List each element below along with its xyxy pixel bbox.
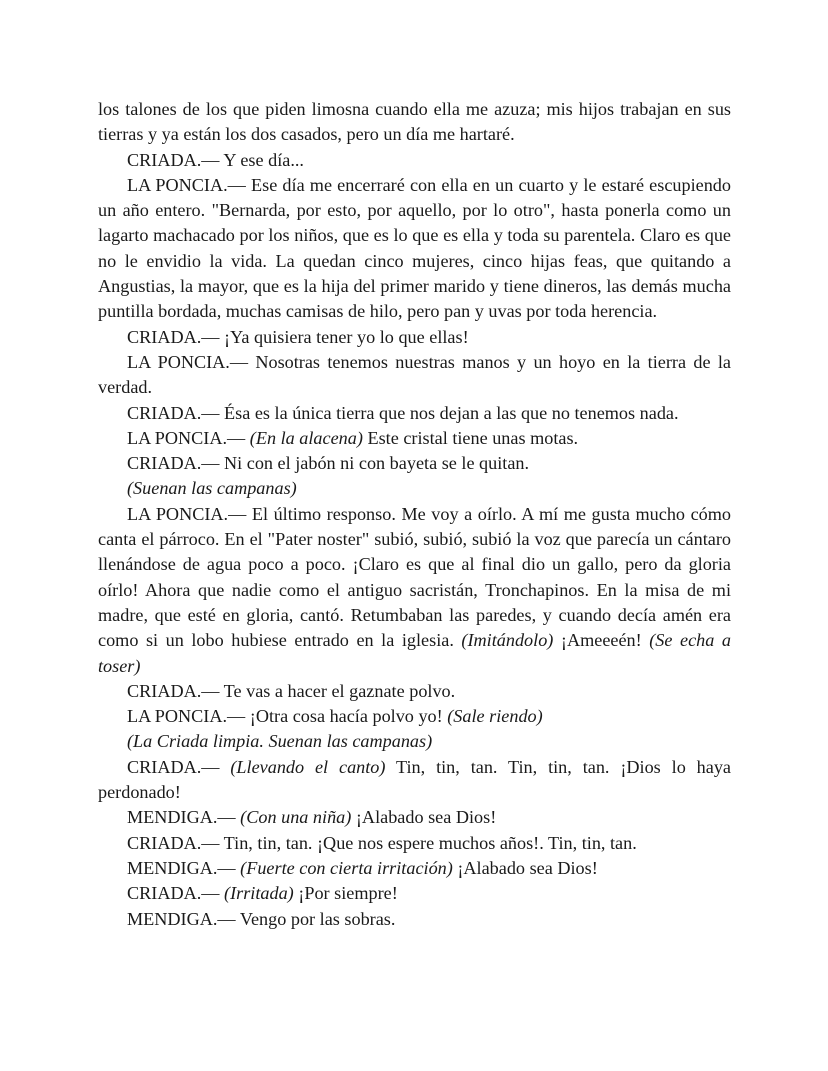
dialogue-line xyxy=(98,755,731,806)
dialogue-line xyxy=(98,401,731,426)
text: El último responso. Me voy a oírlo. A mí me gusta mucho cómo canta el párroco. En el "Pater noster" subió, subió, subió la voz que parecía un cántaro llenándose de agua poco a poco. ¡Claro es que al final dio un gallo, pero da gloria oírlo! Ahora que nadie como el antiguo sacristán, Tronchapinos. En la misa de mi madre, que esté en gloria, cantó. Retumbaban las paredes, y cuando decía amén era como si un lobo hubiese entrado en la iglesia. xyxy=(98,503,731,651)
paragraph-continuation xyxy=(98,97,731,148)
text xyxy=(219,757,230,777)
stage-direction: (Llevando el canto) xyxy=(230,756,386,777)
dialogue-line xyxy=(98,325,731,350)
speaker-name: CRIADA.— xyxy=(127,453,220,474)
dialogue-line xyxy=(98,831,731,856)
speaker-name: CRIADA.— xyxy=(127,149,220,170)
dialogue-line xyxy=(98,805,731,830)
document-page xyxy=(98,97,731,932)
text: ¡Ameeeén! xyxy=(553,630,650,651)
speaker-name: CRIADA.— xyxy=(127,883,220,904)
stage-direction: (En la alacena) xyxy=(249,427,363,448)
speaker-name: CRIADA.— xyxy=(127,326,220,347)
text: ¡Otra cosa hacía polvo yo! xyxy=(245,706,448,727)
stage-direction: (Se echa a toser) xyxy=(98,630,732,676)
stage-direction-line xyxy=(98,729,731,754)
speaker-name: LA PONCIA.— xyxy=(127,427,246,448)
text: Tin, tin, tan. Tin, tin, tan. ¡Dios lo haya perdonado! xyxy=(98,756,732,803)
speaker-name: LA PONCIA.— xyxy=(127,174,246,195)
dialogue-line xyxy=(98,856,731,881)
text: Este cristal tiene unas motas. xyxy=(362,427,579,448)
text: Ese día me encerraré con ella en un cuarto y le estaré escupiendo un año entero. "Bernarda, por esto, por aquello, por lo otro", hasta ponerla como un lagarto machacado por los niños, que es lo que es ella y toda su parentela. Claro es que no le envidio la vida. La quedan cinco mujeres, cinco hijas feas, que quitando a Angustias, la mayor, que es la hija del primer marido y tiene dineros, las demás mucha puntilla bordada, muchas camisas de hilo, pero pan y uvas por toda herencia. xyxy=(98,174,731,322)
text: Nosotras tenemos nuestras manos y un hoyo en la tierra de la verdad. xyxy=(98,351,731,398)
speaker-name: CRIADA.— xyxy=(127,756,220,777)
stage-direction: (Suenan las campanas) xyxy=(127,478,297,499)
text: ¡Ya quisiera tener yo lo que ellas! xyxy=(219,326,469,347)
text: Ni con el jabón ni con bayeta se le quitan. xyxy=(219,453,530,474)
speaker-name: LA PONCIA.— xyxy=(127,706,246,727)
text: Tin, tin, tan. ¡Que nos espere muchos años!. Tin, tin, tan. xyxy=(219,832,637,853)
speaker-name: MENDIGA.— xyxy=(127,807,236,828)
dialogue-line xyxy=(98,679,731,704)
stage-direction: (Imitándolo) xyxy=(461,630,554,651)
stage-direction: (Irritada) xyxy=(224,883,294,904)
dialogue-line xyxy=(98,704,731,729)
speaker-name: MENDIGA.— xyxy=(127,857,236,878)
dialogue-line xyxy=(98,907,731,932)
text: ¡Alabado sea Dios! xyxy=(351,807,497,828)
stage-direction: (Sale riendo) xyxy=(447,706,543,727)
text: Vengo por las sobras. xyxy=(235,908,396,929)
text: los talones de los que piden limosna cuando ella me azuza; mis hijos trabajan en sus tierras y ya están los dos casados, pero un día me hartaré. xyxy=(98,99,731,145)
stage-direction: (La Criada limpia. Suenan las campanas) xyxy=(127,731,433,752)
dialogue-line xyxy=(98,426,731,451)
speaker-name: LA PONCIA.— xyxy=(127,503,247,524)
dialogue-line xyxy=(98,881,731,906)
speaker-name: MENDIGA.— xyxy=(127,908,236,929)
dialogue-line xyxy=(98,451,731,476)
speaker-name: CRIADA.— xyxy=(127,402,220,423)
text: Ésa es la única tierra que nos dejan a las que no tenemos nada. xyxy=(219,402,679,423)
text: ¡Alabado sea Dios! xyxy=(452,857,598,878)
speaker-name: CRIADA.— xyxy=(127,832,220,853)
stage-direction: (Fuerte con cierta irritación) xyxy=(240,857,453,878)
stage-direction: (Con una niña) xyxy=(240,807,352,828)
stage-direction-line xyxy=(98,476,731,501)
dialogue-line xyxy=(98,502,731,679)
speaker-name: CRIADA.— xyxy=(127,680,220,701)
text: Y ese día... xyxy=(219,149,304,170)
dialogue-line xyxy=(98,148,731,173)
dialogue-line xyxy=(98,173,731,325)
text: Te vas a hacer el gaznate polvo. xyxy=(219,680,456,701)
text: ¡Por siempre! xyxy=(293,883,398,904)
speaker-name: LA PONCIA.— xyxy=(127,351,249,372)
dialogue-line xyxy=(98,350,731,401)
